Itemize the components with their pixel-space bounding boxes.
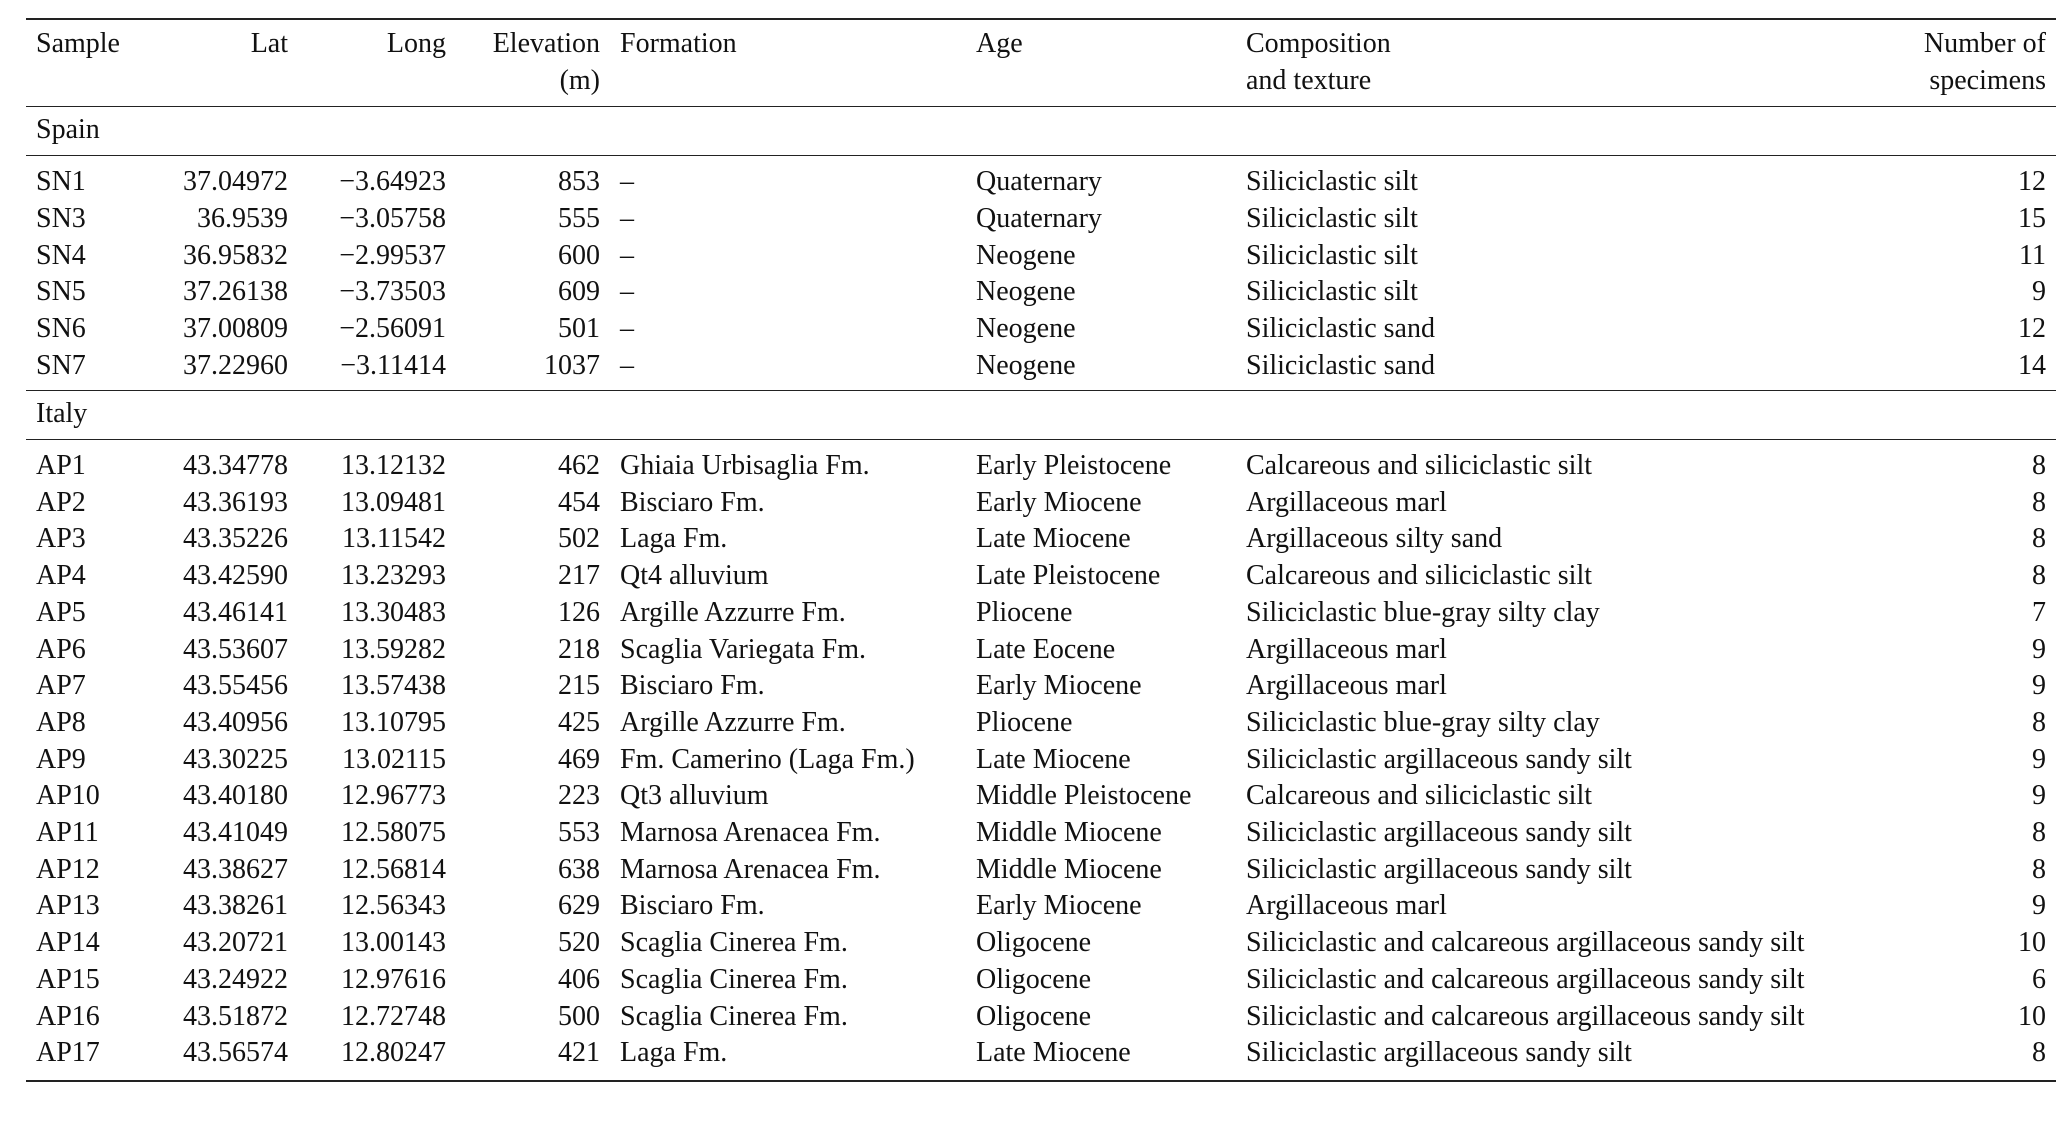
cell-formation: – (620, 202, 634, 234)
cell-sample: AP1 (36, 450, 86, 482)
cell-age: Quaternary (976, 202, 1102, 234)
cell-long: −3.64923 (339, 166, 446, 198)
cell-long: 12.56343 (341, 890, 446, 922)
cell-formation: Scaglia Variegata Fm. (620, 633, 866, 665)
cell-lat: 43.24922 (183, 963, 288, 995)
col-header-specimens: Number of specimens (1856, 19, 2056, 107)
cell-elevation: 217 (558, 560, 600, 592)
cell-sample: AP11 (36, 817, 99, 849)
cell-specimens: 8 (2032, 523, 2046, 555)
cell-age: Early Miocene (976, 890, 1142, 922)
cell-sample: SN6 (36, 312, 86, 344)
table-row (26, 201, 2056, 238)
cell-specimens: 8 (2032, 486, 2046, 518)
cell-long: 12.96773 (341, 780, 446, 812)
cell-sample: AP17 (26, 1035, 146, 1081)
cell-age: Late Miocene (966, 1035, 1236, 1081)
cell-composition: Siliciclastic silt (1246, 166, 1418, 198)
cell-elevation: 609 (558, 276, 600, 308)
cell-long: 13.02115 (342, 743, 446, 775)
cell-age: Oligocene (976, 927, 1092, 959)
cell-lat: 36.95832 (183, 239, 288, 271)
cell-specimens: 9 (2032, 780, 2046, 812)
sample-table-container (26, 18, 2056, 1082)
cell-formation: Qt4 alluvium (620, 560, 769, 592)
cell-formation: Scaglia Cinerea Fm. (620, 927, 848, 959)
cell-formation: Ghiaia Urbisaglia Fm. (620, 450, 870, 482)
cell-composition: Calcareous and siliciclastic silt (1246, 780, 1593, 812)
table-row (26, 778, 2056, 815)
cell-elevation: 454 (558, 486, 600, 518)
cell-lat: 43.38261 (183, 890, 288, 922)
cell-age: Early Pleistocene (976, 450, 1172, 482)
cell-specimens: 9 (2032, 633, 2046, 665)
cell-age: Neogene (966, 348, 1236, 391)
cell-composition: Argillaceous silty sand (1246, 523, 1503, 555)
cell-formation: – (620, 312, 634, 344)
cell-specimens: 12 (2018, 312, 2046, 344)
cell-specimens: 8 (2032, 853, 2046, 885)
cell-lat: 43.30225 (183, 743, 288, 775)
cell-composition: Siliciclastic and calcareous argillaceous sandy silt (1246, 963, 1805, 995)
col-header-age: Age (966, 19, 1236, 107)
cell-age: Early Miocene (976, 670, 1142, 702)
cell-lat: 43.42590 (183, 560, 288, 592)
cell-long: −3.11414 (298, 348, 456, 391)
cell-elevation: 500 (558, 1000, 600, 1032)
cell-lat: 36.9539 (197, 202, 288, 234)
cell-lat: 37.04972 (183, 166, 288, 198)
cell-long: 12.97616 (341, 963, 446, 995)
cell-long: 12.58075 (341, 817, 446, 849)
cell-lat: 43.46141 (183, 596, 288, 628)
table-row (26, 962, 2056, 999)
cell-elevation: 425 (558, 706, 600, 738)
cell-sample: AP6 (36, 633, 86, 665)
cell-long: 13.11542 (342, 523, 446, 555)
cell-long: 13.00143 (341, 927, 446, 959)
cell-lat: 43.51872 (183, 1000, 288, 1032)
col-header-sample: Sample (26, 19, 146, 107)
cell-specimens: 8 (2032, 560, 2046, 592)
cell-long: −2.56091 (339, 312, 446, 344)
cell-sample: AP12 (36, 853, 100, 885)
group-section (26, 391, 2056, 1081)
cell-sample: AP14 (36, 927, 100, 959)
cell-sample: SN4 (36, 239, 86, 271)
cell-lat: 43.35226 (183, 523, 288, 555)
cell-composition: Siliciclastic argillaceous sandy silt (1246, 853, 1632, 885)
header-row (26, 19, 2056, 107)
cell-elevation: 469 (558, 743, 600, 775)
cell-specimens: 9 (2032, 670, 2046, 702)
cell-composition: Siliciclastic and calcareous argillaceous sandy silt (1246, 1000, 1805, 1032)
cell-sample: SN3 (36, 202, 86, 234)
cell-long: −3.05758 (339, 202, 446, 234)
cell-long: 13.09481 (341, 486, 446, 518)
cell-formation: – (620, 239, 634, 271)
table-row (26, 852, 2056, 889)
cell-age: Pliocene (976, 706, 1073, 738)
group-header-row (26, 391, 2056, 440)
table-row (26, 440, 2056, 485)
cell-composition: Siliciclastic blue-gray silty clay (1246, 596, 1600, 628)
cell-elevation: 126 (558, 596, 600, 628)
table-row (26, 238, 2056, 275)
table-row (26, 705, 2056, 742)
cell-formation: – (610, 348, 966, 391)
cell-composition: Siliciclastic silt (1246, 276, 1418, 308)
cell-formation: Marnosa Arenacea Fm. (620, 853, 881, 885)
cell-elevation: 502 (558, 523, 600, 555)
table-row (26, 925, 2056, 962)
cell-age: Neogene (976, 312, 1076, 344)
cell-long: 13.57438 (341, 670, 446, 702)
cell-lat: 37.22960 (146, 348, 298, 391)
cell-formation: Bisciaro Fm. (620, 486, 765, 518)
cell-sample: AP3 (36, 523, 86, 555)
table-row (26, 485, 2056, 522)
cell-elevation: 555 (558, 202, 600, 234)
col-header-long: Long (298, 19, 456, 107)
cell-composition: Argillaceous marl (1246, 890, 1447, 922)
cell-age: Late Miocene (976, 743, 1131, 775)
cell-age: Late Miocene (976, 523, 1131, 555)
cell-specimens: 8 (1856, 1035, 2056, 1081)
cell-elevation: 1037 (456, 348, 610, 391)
cell-specimens: 10 (2018, 927, 2046, 959)
cell-sample: AP4 (36, 560, 86, 592)
cell-lat: 37.00809 (183, 312, 288, 344)
cell-formation: Bisciaro Fm. (620, 890, 765, 922)
cell-lat: 43.38627 (183, 853, 288, 885)
cell-composition: Siliciclastic silt (1246, 202, 1418, 234)
table-header (26, 19, 2056, 107)
cell-lat: 43.34778 (183, 450, 288, 482)
cell-sample: AP7 (36, 670, 86, 702)
cell-specimens: 8 (2032, 706, 2046, 738)
group-section (26, 107, 2056, 391)
cell-sample: AP13 (36, 890, 100, 922)
cell-specimens: 6 (2032, 963, 2046, 995)
cell-sample: AP9 (36, 743, 86, 775)
cell-formation: Argille Azzurre Fm. (620, 596, 846, 628)
cell-formation: Marnosa Arenacea Fm. (620, 817, 881, 849)
cell-long: −3.73503 (339, 276, 446, 308)
table-row (26, 274, 2056, 311)
table-row (26, 558, 2056, 595)
cell-age: Late Pleistocene (976, 560, 1161, 592)
cell-composition: Siliciclastic sand (1236, 348, 1856, 391)
group-header-row (26, 107, 2056, 156)
cell-age: Late Eocene (976, 633, 1116, 665)
cell-elevation: 629 (558, 890, 600, 922)
cell-long: 13.30483 (341, 596, 446, 628)
cell-lat: 37.26138 (183, 276, 288, 308)
col-header-elevation: Elevation (m) (456, 19, 610, 107)
cell-lat: 43.56574 (146, 1035, 298, 1081)
cell-lat: 43.53607 (183, 633, 288, 665)
cell-sample: SN7 (26, 348, 146, 391)
table-row (26, 888, 2056, 925)
cell-sample: SN1 (36, 166, 86, 198)
cell-sample: AP5 (36, 596, 86, 628)
cell-composition: Siliciclastic blue-gray silty clay (1246, 706, 1600, 738)
cell-composition: Siliciclastic silt (1246, 239, 1418, 271)
table-row (26, 668, 2056, 705)
cell-elevation: 638 (558, 853, 600, 885)
cell-formation: Bisciaro Fm. (620, 670, 765, 702)
cell-sample: AP10 (36, 780, 100, 812)
cell-formation: Laga Fm. (610, 1035, 966, 1081)
cell-composition: Siliciclastic argillaceous sandy silt (1236, 1035, 1856, 1081)
cell-long: 13.12132 (341, 450, 446, 482)
cell-formation: Laga Fm. (620, 523, 728, 555)
table-row (26, 1035, 2056, 1081)
cell-specimens: 15 (2018, 202, 2046, 234)
cell-elevation: 600 (558, 239, 600, 271)
table-row (26, 999, 2056, 1036)
cell-elevation: 501 (558, 312, 600, 344)
cell-composition: Siliciclastic argillaceous sandy silt (1246, 817, 1632, 849)
col-header-formation: Formation (610, 19, 966, 107)
cell-specimens: 9 (2032, 890, 2046, 922)
cell-composition: Argillaceous marl (1246, 486, 1447, 518)
cell-elevation: 853 (558, 166, 600, 198)
cell-specimens: 8 (2032, 817, 2046, 849)
table-row (26, 632, 2056, 669)
cell-formation: Fm. Camerino (Laga Fm.) (620, 743, 915, 775)
cell-age: Neogene (976, 276, 1076, 308)
cell-lat: 43.20721 (183, 927, 288, 959)
cell-long: 13.59282 (341, 633, 446, 665)
cell-elevation: 421 (456, 1035, 610, 1081)
cell-specimens: 14 (1856, 348, 2056, 391)
cell-elevation: 462 (558, 450, 600, 482)
cell-age: Pliocene (976, 596, 1073, 628)
table-row (26, 815, 2056, 852)
cell-sample: AP8 (36, 706, 86, 738)
cell-lat: 43.41049 (183, 817, 288, 849)
cell-lat: 43.40180 (183, 780, 288, 812)
cell-long: 12.80247 (298, 1035, 456, 1081)
cell-composition: Siliciclastic argillaceous sandy silt (1246, 743, 1632, 775)
cell-age: Quaternary (976, 166, 1102, 198)
cell-age: Middle Pleistocene (976, 780, 1192, 812)
cell-age: Neogene (976, 239, 1076, 271)
cell-specimens: 9 (2032, 276, 2046, 308)
cell-lat: 43.36193 (183, 486, 288, 518)
cell-specimens: 12 (2018, 166, 2046, 198)
cell-composition: Siliciclastic sand (1246, 312, 1435, 344)
cell-composition: Calcareous and siliciclastic silt (1246, 560, 1593, 592)
cell-sample: AP2 (36, 486, 86, 518)
cell-formation: – (620, 166, 634, 198)
group-label: Italy (26, 391, 2056, 440)
cell-sample: SN5 (36, 276, 86, 308)
cell-sample: AP16 (36, 1000, 100, 1032)
cell-specimens: 8 (2032, 450, 2046, 482)
cell-formation: Argille Azzurre Fm. (620, 706, 846, 738)
cell-age: Middle Miocene (976, 853, 1162, 885)
cell-lat: 43.40956 (183, 706, 288, 738)
col-header-lat: Lat (146, 19, 298, 107)
cell-age: Middle Miocene (976, 817, 1162, 849)
table-row (26, 156, 2056, 201)
cell-specimens: 9 (2032, 743, 2046, 775)
cell-lat: 43.55456 (183, 670, 288, 702)
cell-elevation: 218 (558, 633, 600, 665)
cell-sample: AP15 (36, 963, 100, 995)
cell-specimens: 10 (2018, 1000, 2046, 1032)
col-header-composition: Composition and texture (1236, 19, 1856, 107)
cell-long: 13.23293 (341, 560, 446, 592)
cell-age: Early Miocene (976, 486, 1142, 518)
cell-elevation: 215 (558, 670, 600, 702)
table-row (26, 348, 2056, 391)
cell-specimens: 11 (2019, 239, 2046, 271)
cell-formation: Scaglia Cinerea Fm. (620, 1000, 848, 1032)
sample-table (26, 18, 2056, 1082)
cell-elevation: 520 (558, 927, 600, 959)
table-row (26, 742, 2056, 779)
cell-composition: Argillaceous marl (1246, 633, 1447, 665)
cell-formation: Scaglia Cinerea Fm. (620, 963, 848, 995)
cell-elevation: 553 (558, 817, 600, 849)
cell-formation: Qt3 alluvium (620, 780, 769, 812)
cell-age: Oligocene (976, 963, 1092, 995)
cell-composition: Argillaceous marl (1246, 670, 1447, 702)
cell-long: 13.10795 (341, 706, 446, 738)
table-row (26, 521, 2056, 558)
cell-long: 12.56814 (341, 853, 446, 885)
cell-composition: Calcareous and siliciclastic silt (1246, 450, 1593, 482)
cell-long: −2.99537 (339, 239, 446, 271)
table-row (26, 595, 2056, 632)
cell-age: Oligocene (976, 1000, 1092, 1032)
cell-long: 12.72748 (341, 1000, 446, 1032)
group-label: Spain (26, 107, 2056, 156)
cell-formation: – (620, 276, 634, 308)
cell-elevation: 406 (558, 963, 600, 995)
cell-specimens: 7 (2032, 596, 2046, 628)
cell-elevation: 223 (558, 780, 600, 812)
cell-composition: Siliciclastic and calcareous argillaceous sandy silt (1246, 927, 1805, 959)
table-row (26, 311, 2056, 348)
